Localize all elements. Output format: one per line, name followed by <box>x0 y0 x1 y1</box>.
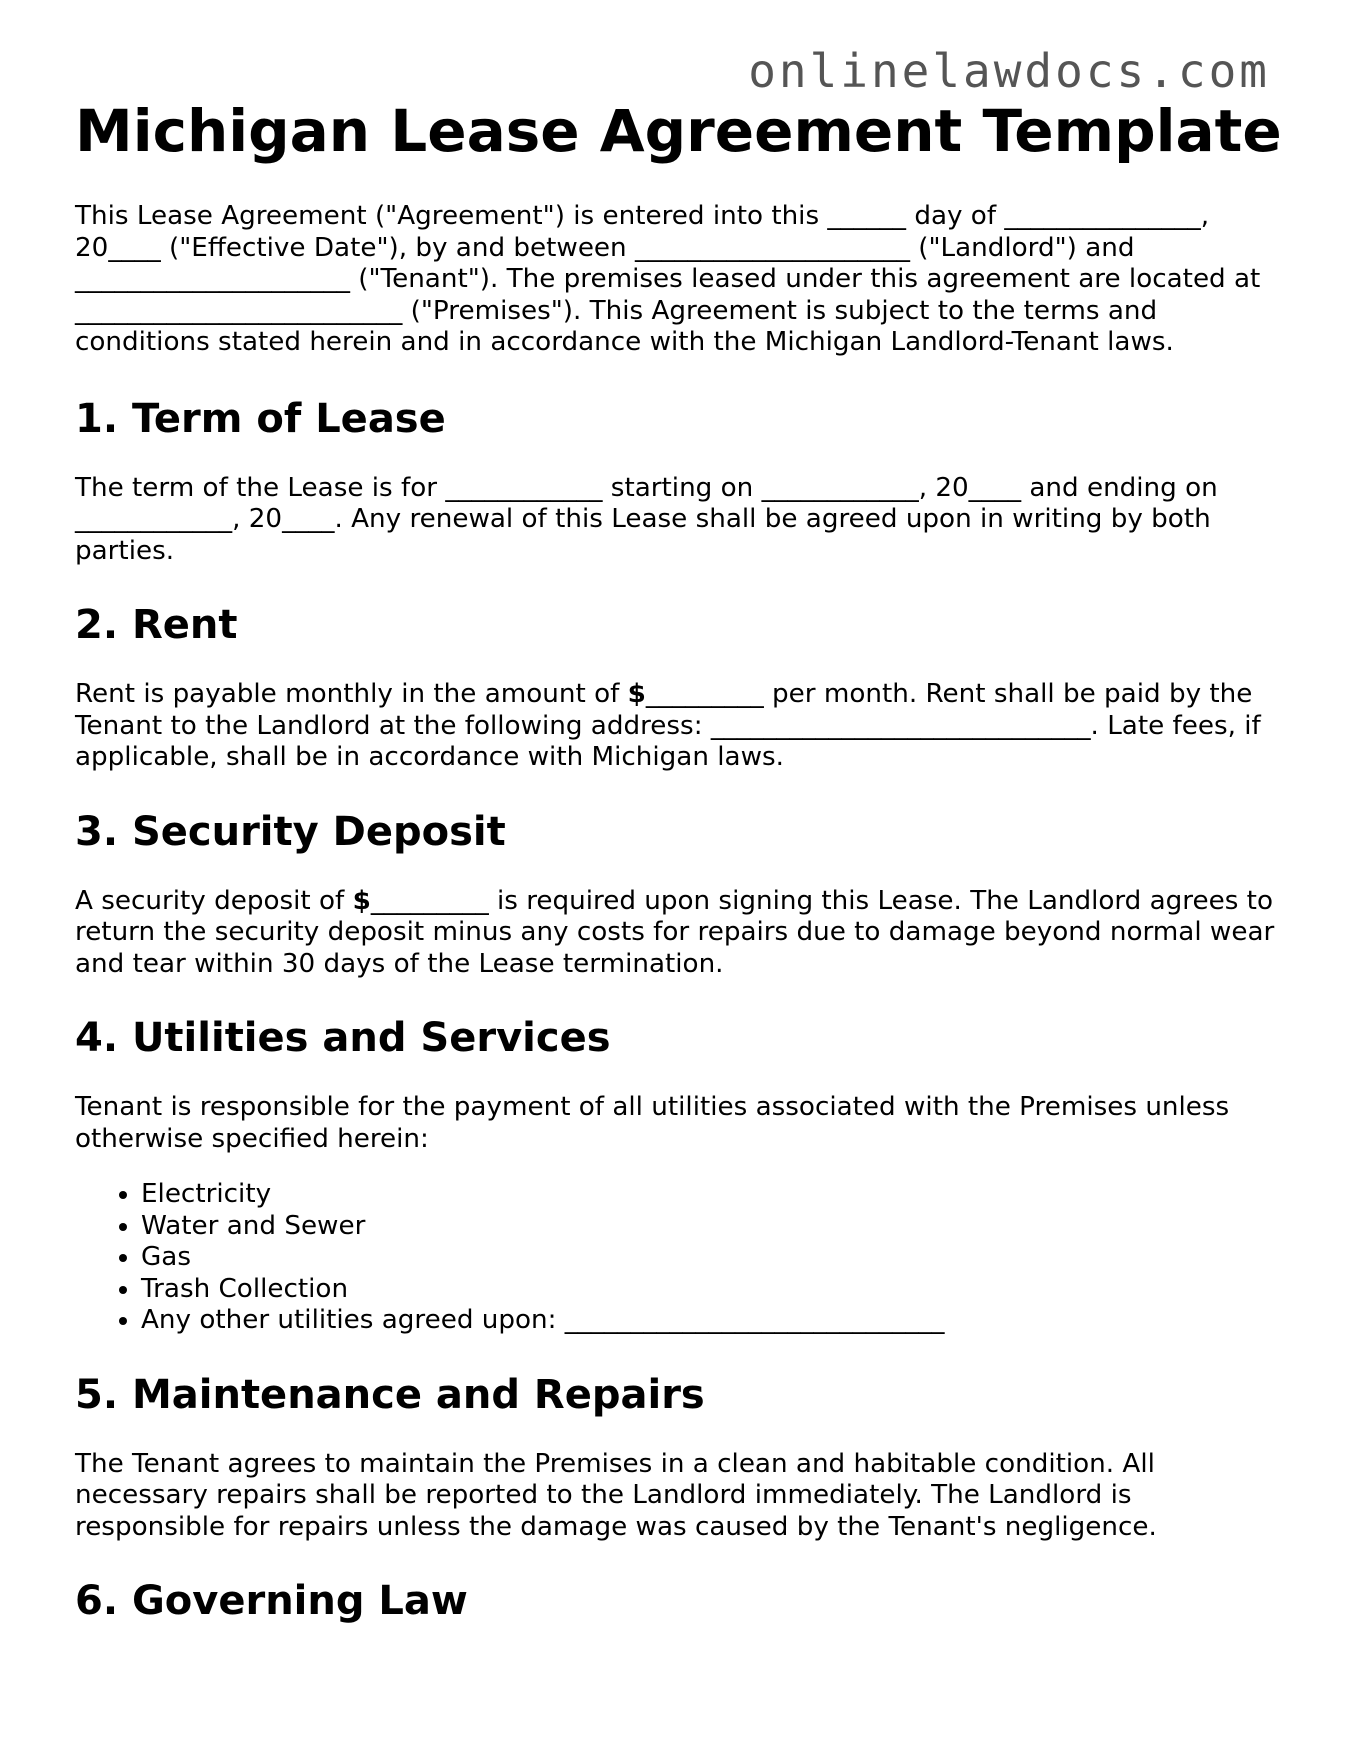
rent-dollar-sign: $ <box>627 679 646 709</box>
section-heading-utilities: 4. Utilities and Services <box>75 1015 611 1061</box>
deposit-dollar-sign: $ <box>352 885 371 916</box>
list-item: • Water and Sewer <box>141 1211 1285 1243</box>
list-item: • Any other utilities agreed upon: _____________________________ <box>141 1305 1285 1337</box>
section-body-security-deposit <box>75 886 1285 981</box>
section-body-maintenance: The Tenant agrees to maintain the Premises in a clean and habitable condition. All necessary repairs shall be reported to the Landlord immediately. The Landlord is responsible for repairs unless the damage was caused by the Tenant's negligence. <box>75 1448 1157 1542</box>
deposit-text-after: _________ is required upon signing this Lease. The Landlord agrees to return the security deposit minus any costs for repairs due to damage beyond normal wear and tear within 30 days of the Lease termination. <box>75 885 1275 979</box>
site-watermark: onlinelawdocs.com <box>748 44 1270 98</box>
section-body-rent <box>75 679 1285 774</box>
section-body-term: The term of the Lease is for ____________ starting on ____________, 20____ and ending on ____________, 20____. Any renewal of this Lease shall be agreed upon in writing by both parties. <box>75 472 1218 566</box>
list-item: • Electricity <box>141 1179 1285 1211</box>
deposit-text-before: A security deposit of <box>75 885 353 916</box>
rent-text-before: Rent is payable monthly in the amount of <box>75 679 628 709</box>
section-heading-maintenance: 5. Maintenance and Repairs <box>75 1371 705 1418</box>
section-body-utilities: Tenant is responsible for the payment of all utilities associated with the Premises unless otherwise specified herein: <box>75 1092 1230 1154</box>
list-item: • Trash Collection <box>141 1274 1285 1306</box>
list-item: • Gas <box>141 1242 1285 1274</box>
section-heading-security-deposit: 3. Security Deposit <box>75 808 506 855</box>
section-heading-term: 1. Term of Lease <box>75 395 446 442</box>
section-heading-rent: 2. Rent <box>75 602 238 648</box>
document-page <box>75 96 1285 1655</box>
intro-paragraph: This Lease Agreement ("Agreement") is entered into this ______ day of _______________, 20____ ("Effective Date"), by and between _____________________ ("Landlord") and _____________________ ("Tenant"). The premises leased under this agreement are located at _________________________ ("Premises"). This Agreement is subject to the terms and conditions stated herein and in accordance with the Michigan Landlord-Tenant laws. <box>75 201 1261 357</box>
rent-text-after: _________ per month. Rent shall be paid by the Tenant to the Landlord at the following address: _____________________________. Late fees, if applicable, shall be in accordance with Michigan laws. <box>75 679 1261 772</box>
page-title: Michigan Lease Agreement Template <box>75 97 1282 165</box>
utilities-list <box>75 1179 1285 1337</box>
section-heading-governing-law: 6. Governing Law <box>75 1578 468 1624</box>
